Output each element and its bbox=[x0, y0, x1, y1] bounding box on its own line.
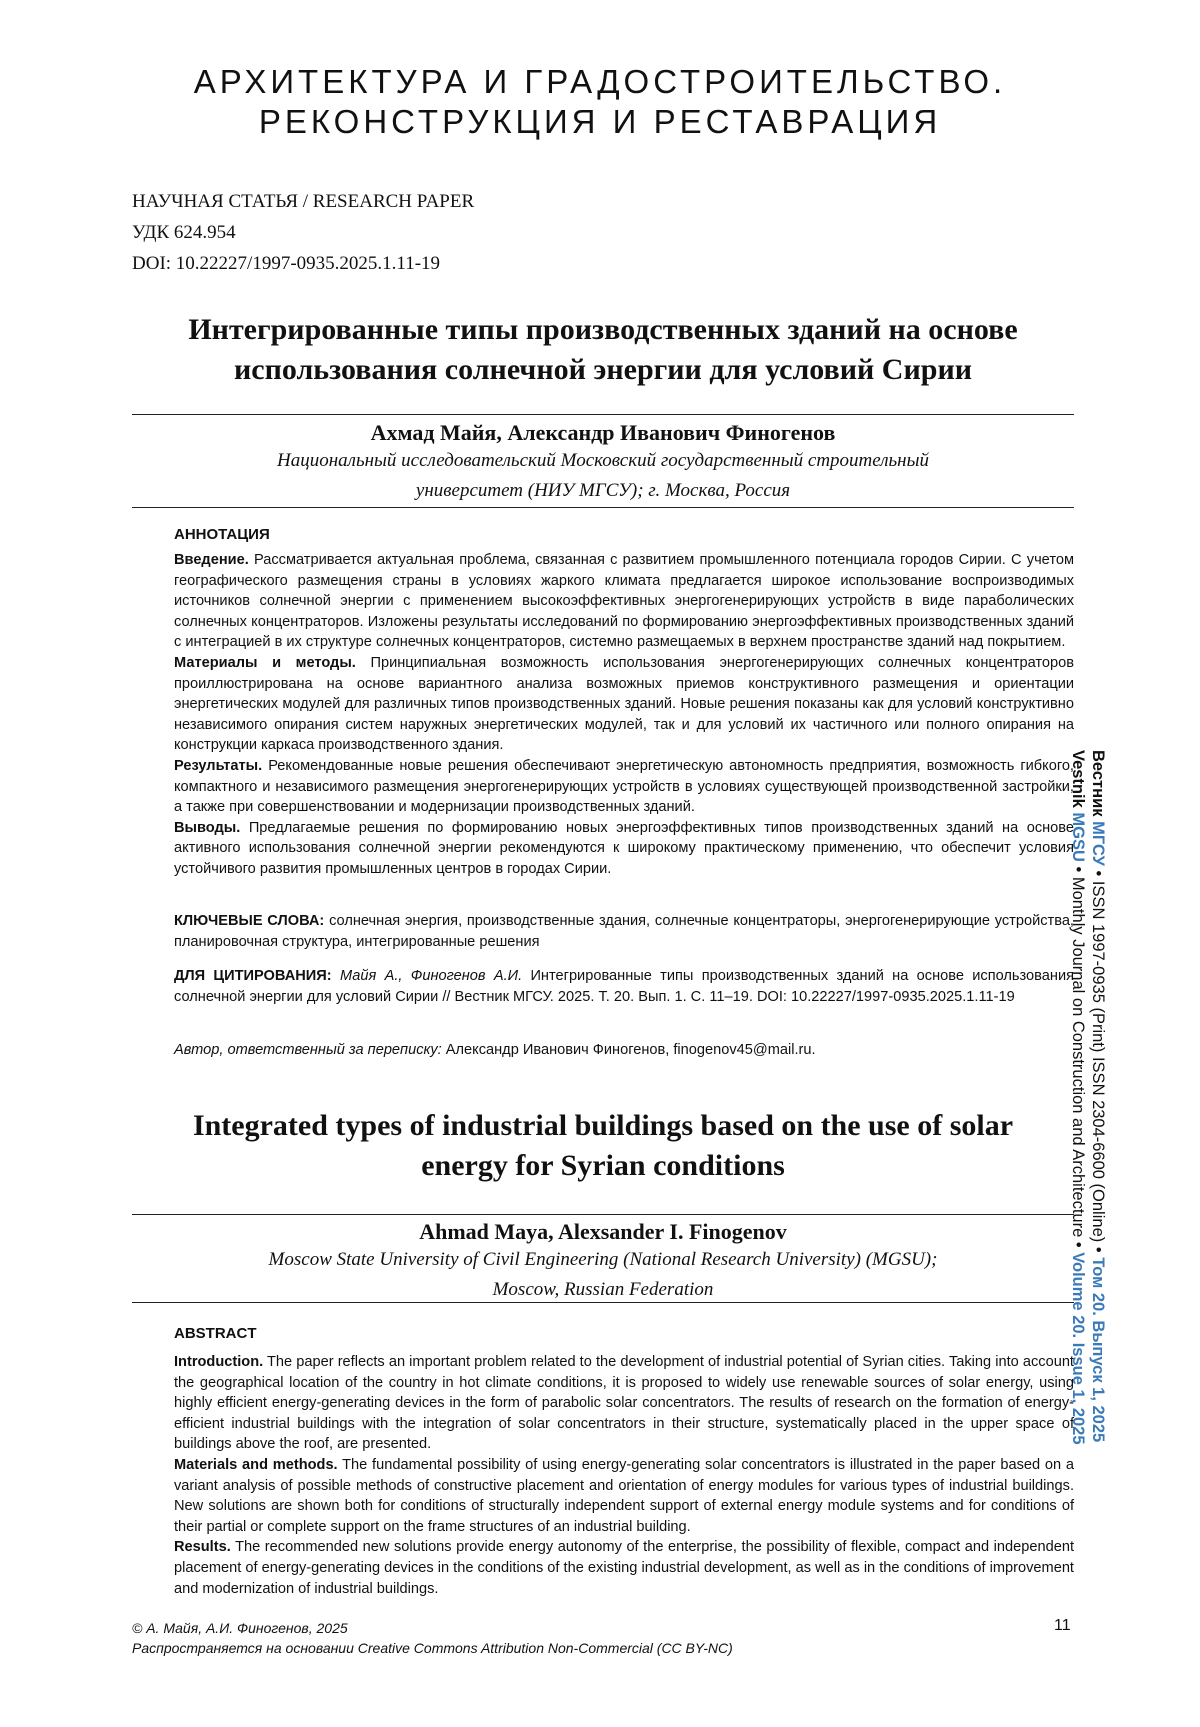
divider bbox=[132, 414, 1074, 415]
ru-conclusions-paragraph bbox=[174, 818, 1074, 880]
section-heading bbox=[0, 62, 1200, 142]
en-title bbox=[132, 1106, 1074, 1186]
divider bbox=[132, 1214, 1074, 1215]
en-methods-paragraph bbox=[174, 1455, 1074, 1537]
ru-affiliation bbox=[132, 446, 1074, 506]
ru-keywords-label: КЛЮЧЕВЫЕ СЛОВА: bbox=[174, 913, 325, 929]
ru-abstract bbox=[174, 550, 1074, 880]
ru-authors: Ахмад Майя, Александр Иванович Финогенов bbox=[370, 420, 836, 445]
en-intro-paragraph bbox=[174, 1352, 1074, 1455]
section-heading-line2: РЕКОНСТРУКЦИЯ И РЕСТАВРАЦИЯ bbox=[258, 103, 942, 140]
journal-volume-ru: Том 20. Выпуск 1, 2025 bbox=[1089, 1257, 1107, 1443]
ru-correspondence-label: Автор, ответственный за переписку: bbox=[174, 1042, 442, 1058]
ru-results-label: Результаты. bbox=[174, 757, 263, 774]
ru-methods-paragraph bbox=[174, 653, 1074, 756]
en-affiliation-line2: Moscow, Russian Federation bbox=[492, 1279, 714, 1300]
divider bbox=[132, 507, 1074, 508]
ru-abstract-label: АННОТАЦИЯ bbox=[174, 526, 270, 543]
journal-volume-en: Volume 20. Issue 1, 2025 bbox=[1069, 1252, 1087, 1445]
en-authors: Ahmad Maya, Alexsander I. Finogenov bbox=[419, 1219, 787, 1244]
side-banner-en bbox=[1068, 750, 1088, 1610]
en-results-label: Results. bbox=[174, 1539, 231, 1556]
ru-affiliation-line1: Национальный исследовательский Московский государственный строительный bbox=[277, 450, 929, 471]
side-banner-ru bbox=[1088, 750, 1108, 1610]
ru-citation-authors: Майя А., Финогенов А.И. bbox=[339, 968, 523, 984]
en-affiliation-line1: Moscow State University of Civil Engineering (National Research University) (MGSU); bbox=[268, 1249, 938, 1270]
ru-keywords bbox=[174, 911, 1074, 952]
page-footer bbox=[132, 1618, 733, 1658]
en-results-text: The recommended new solutions provide energy autonomy of the enterprise, the possibility of flexible, compact and independent placement of energy-generating devices in the conditions of the existing industrial development, as well as in the conditions of improvement and modernization of industrial buildings. bbox=[174, 1539, 1074, 1597]
ru-correspondence bbox=[174, 1040, 1074, 1061]
doi[interactable]: DOI: 10.22227/1997-0935.2025.1.11-19 bbox=[132, 253, 441, 274]
journal-name-en-b: MGSU bbox=[1069, 812, 1087, 862]
en-title-line2: energy for Syrian conditions bbox=[421, 1149, 785, 1182]
section-heading-line1: АРХИТЕКТУРА И ГРАДОСТРОИТЕЛЬСТВО. bbox=[193, 63, 1007, 100]
ru-correspondence-text: Александр Иванович Финогенов, finogenov45@mail.ru. bbox=[445, 1042, 816, 1058]
ru-intro-text: Рассматривается актуальная проблема, связанная с развитием промышленного потенциала городов Сирии. С учетом географического размещения страны в условиях жаркого климата предлагается широкое использование воспроизводимых источников солнечной энергии с применением высокоэффективных энергогенерирующих устройств в виде параболических солнечных концентраторов. Изложены результаты исследований по формированию энергоэффективных производственных зданий с интеграцией в их структуре солнечных концентраторов, системно размещаемых в верхнем пространстве зданий над покрытием. bbox=[174, 552, 1074, 651]
ru-title bbox=[132, 310, 1074, 390]
ru-citation bbox=[174, 966, 1074, 1007]
ru-methods-text: Принципиальная возможность использования энергогенерирующих солнечных концентраторов проиллюстрирована на основе вариантного анализа возможных приемов конструктивного размещения и ориентации энергетических модулей для различных типов производственных зданий. Новые решения показаны как для условий конструктивно независимого опирания систем наружных энергетических модулей, так и для условий их частичного или полного опирания на конструкции каркаса производственного здания. bbox=[174, 654, 1075, 754]
en-intro-text: The paper reflects an important problem related to the development of industrial potential of Syrian cities. Taking into account the geographical location of the country in hot climate conditions, it is proposed to widely use renewable sources of solar energy, using highly efficient energy-generating devices in the form of parabolic solar concentrators. The results of research on the formation of energy-efficient industrial buildings with the integration of solar concentrators in their structure, systematically placed in the upper space of buildings above the roof, are presented. bbox=[174, 1354, 1074, 1453]
en-title-line1: Integrated types of industrial buildings based on the use of solar bbox=[192, 1109, 1014, 1142]
ru-intro-paragraph bbox=[174, 550, 1074, 653]
journal-issn: • ISSN 1997-0935 (Print) ISSN 2304-6600 (Online) • bbox=[1089, 865, 1107, 1258]
en-intro-label: Introduction. bbox=[174, 1354, 264, 1370]
en-affiliation bbox=[132, 1245, 1074, 1305]
journal-side-banner bbox=[1068, 750, 1108, 1610]
en-abstract-label: ABSTRACT bbox=[174, 1325, 257, 1342]
ru-methods-label: Материалы и методы. bbox=[174, 654, 356, 671]
journal-name-en-a: Vestnik bbox=[1069, 750, 1087, 808]
ru-conclusions-label: Выводы. bbox=[174, 819, 241, 836]
ru-title-line1: Интегрированные типы производственных зданий на основе bbox=[188, 313, 1018, 346]
ru-citation-label: ДЛЯ ЦИТИРОВАНИЯ: bbox=[174, 968, 332, 984]
ru-affiliation-line2: университет (НИУ МГСУ); г. Москва, Россия bbox=[415, 480, 791, 501]
en-methods-text: The fundamental possibility of using energy-generating solar concentrators is illustrated in the paper based on a variant analysis of possible methods of constructive placement and orientation of energy modules for various types of industrial buildings. New solutions are shown both for conditions of structurally independent support of external energy module systems and for conditions of their partial or complete support on the frame structures of an industrial building. bbox=[174, 1456, 1074, 1535]
divider bbox=[132, 1302, 1074, 1303]
copyright: © А. Майя, А.И. Финогенов, 2025 bbox=[132, 1620, 348, 1636]
ru-title-line2: использования солнечной энергии для условий Сирии bbox=[233, 353, 973, 386]
ru-conclusions-text: Предлагаемые решения по формированию новых энергоэффективных типов производственных зданий на основе активного использования солнечной энергии рекомендуются к широкому практическому применению, что обеспечит условия устойчивого развития промышленных центров в городах Сирии. bbox=[174, 819, 1074, 877]
en-abstract bbox=[174, 1352, 1074, 1599]
udc-code: УДК 624.954 bbox=[132, 222, 236, 243]
en-results-paragraph bbox=[174, 1537, 1074, 1599]
page-number: 11 bbox=[1054, 1617, 1071, 1634]
ru-citation-text: Интегрированные типы производственных зданий на основе использования солнечной энергии для условий Сирии // Вестник МГСУ. 2025. Т. 20. Вып. 1. С. 11–19. DOI: 10.22227/1997-0935.2025.1.11-19 bbox=[174, 968, 1074, 1005]
ru-intro-label: Введение. bbox=[174, 552, 249, 568]
ru-keywords-text: солнечная энергия, производственные здания, солнечные концентраторы, энергогенерирующие устройства, планировочная структура, интегрированные решения bbox=[174, 913, 1074, 950]
article-meta bbox=[132, 186, 474, 279]
journal-name-ru-a: Вестник bbox=[1089, 750, 1107, 817]
license: Распространяется на основании Creative Commons Attribution Non-Commercial (CC BY-NC) bbox=[132, 1640, 733, 1656]
journal-description: • Monthly Journal on Construction and Architecture • bbox=[1069, 861, 1087, 1253]
journal-name-ru-b: МГСУ bbox=[1089, 821, 1107, 866]
en-methods-label: Materials and methods. bbox=[174, 1456, 338, 1473]
ru-results-text: Рекомендованные новые решения обеспечивают энергетическую автономность предприятия, возможность гибкого, компактного и независимого размещения энергогенерирующих устройств в условиях существующей производственной застройки, а также при совершенствовании и модернизации производственных зданий. bbox=[174, 757, 1074, 816]
article-type: НАУЧНАЯ СТАТЬЯ / RESEARCH PAPER bbox=[132, 191, 475, 212]
ru-results-paragraph bbox=[174, 756, 1074, 818]
